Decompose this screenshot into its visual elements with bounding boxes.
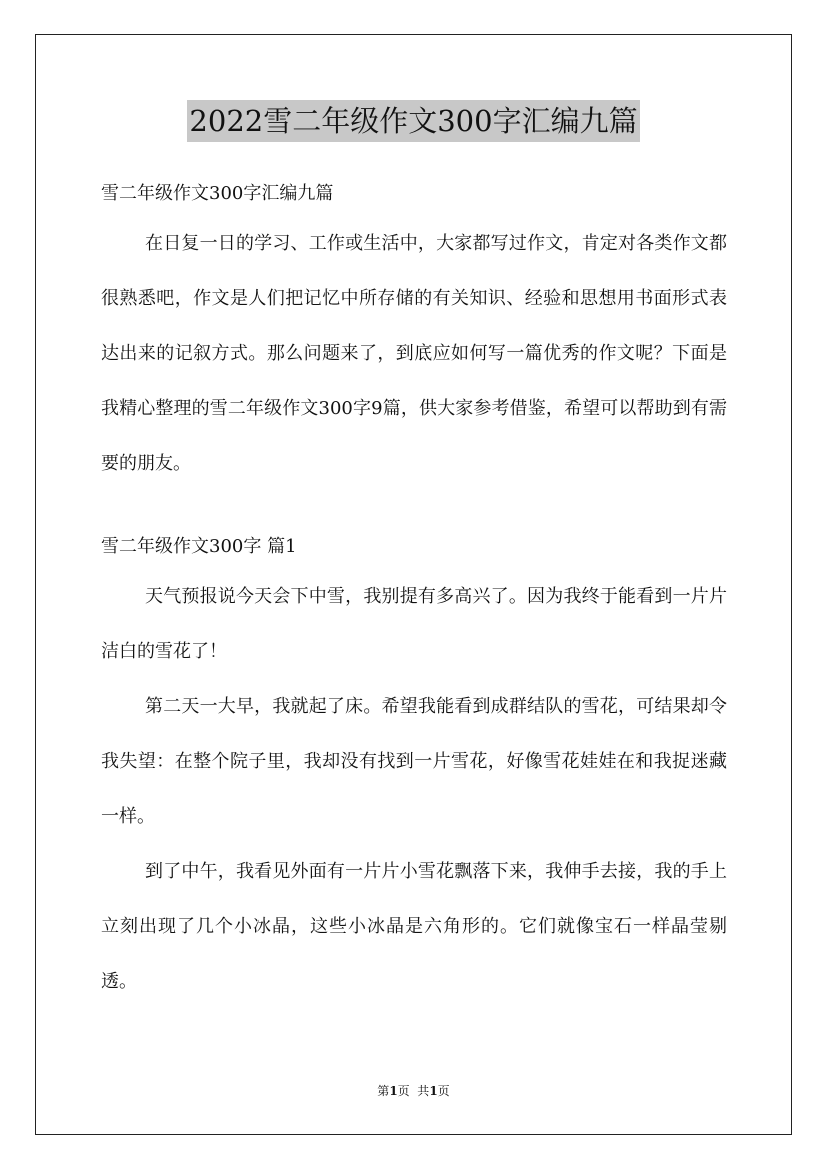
page-footer: [0, 1082, 827, 1100]
body-paragraph: 第二天一大早，我就起了床。希望我能看到成群结队的雪花，可结果却令我失望：在整个院子里，我却没有找到一片雪花，好像雪花娃娃在和我捉迷藏一样。: [101, 696, 727, 827]
body-paragraph: 到了中午，我看见外面有一片片小雪花飘落下来，我伸手去接，我的手上立刻出现了几个小冰晶，这些小冰晶是六角形的。它们就像宝石一样晶莹剔透。: [101, 861, 727, 992]
page-total: 1: [429, 1084, 438, 1098]
body-paragraph: 天气预报说今天会下中雪，我别提有多高兴了。因为我终于能看到一片片洁白的雪花了！: [101, 586, 727, 662]
intro-paragraph: 在日复一日的学习、工作或生活中，大家都写过作文，肯定对各类作文都很熟悉吧，作文是人们把记忆中所存储的有关知识、经验和思想用书面形式表达出来的记叙方式。那么问题来了，到底应如何写一篇优秀的作文呢？下面是我精心整理的雪二年级作文300字9篇，供大家参考借鉴，希望可以帮助到有需要的朋友。: [101, 233, 727, 474]
title-container: [0, 100, 827, 142]
document-title: 2022雪二年级作文300字汇编九篇: [187, 100, 639, 142]
document-subtitle: 雪二年级作文300字汇编九篇: [101, 183, 334, 204]
page-mid: 页 共: [397, 1084, 430, 1098]
page-suffix: 页: [437, 1084, 450, 1098]
document-body: [101, 172, 727, 1009]
page-prefix: 第: [377, 1084, 390, 1098]
page-current: 1: [389, 1084, 398, 1098]
section-heading: 雪二年级作文300字 篇1: [101, 536, 297, 557]
